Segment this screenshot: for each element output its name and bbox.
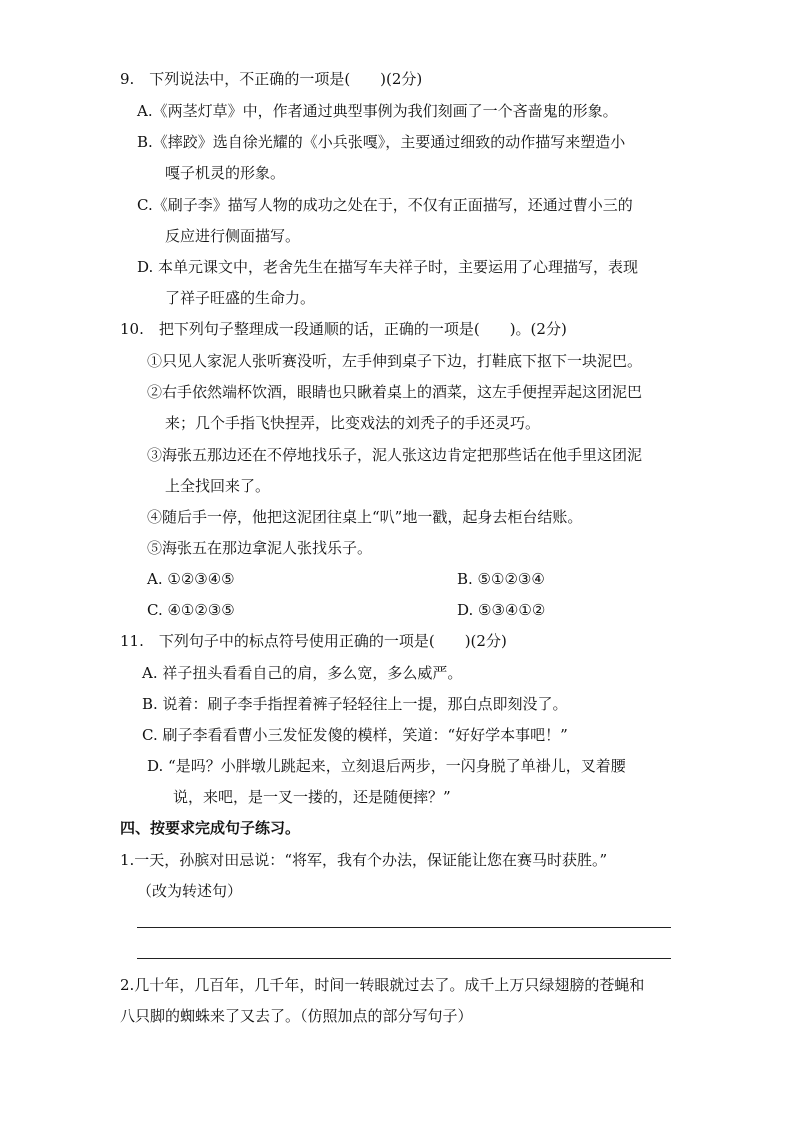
question-10-sentence-5: ⑤海张五在那边拿泥人张找乐子。 — [147, 539, 373, 557]
question-10-option-a: A. ①②③④⑤ — [147, 570, 235, 588]
section-4-title: 四、按要求完成句子练习。 — [120, 819, 301, 837]
section-4-question-1: 1.一天，孙膑对田忌说：“将军，我有个办法，保证能让您在赛马时获胜。” — [120, 851, 608, 869]
question-10-option-b: B. ⑤①②③④ — [457, 570, 545, 588]
question-10-sentence-1: ①只见人家泥人张听赛没听，左手伸到桌子下边，打鞋底下抠下一块泥巴。 — [147, 352, 643, 370]
question-10-sentence-2-cont: 来；几个手指飞快捏弄，比变戏法的刘秃子的手还灵巧。 — [165, 414, 541, 432]
question-10-stem: 10. 把下列句子整理成一段通顺的话，正确的一项是( )。(2分) — [120, 320, 567, 338]
question-9-option-c: C.《刷子李》描写人物的成功之处在于，不仅有正面描写，还通过曹小三的 — [137, 196, 633, 214]
answer-line-2[interactable] — [137, 958, 671, 959]
question-10-sentence-4: ④随后手一停，他把这泥团往桌上“叭”地一戳，起身去柜台结账。 — [147, 508, 583, 526]
question-11-option-a: A. 祥子扭头看看自己的肩，多么宽，多么威严。 — [142, 664, 463, 682]
answer-line-1[interactable] — [137, 927, 671, 928]
section-4-question-2-cont: 八只脚的蜘蛛来了又去了。（仿照加点的部分写句子） — [120, 1007, 473, 1025]
question-9-option-b: B.《摔跤》选自徐光耀的《小兵张嘎》，主要通过细致的动作描写来塑造小 — [137, 133, 626, 151]
question-9-option-d: D. 本单元课文中，老舍先生在描写车夫祥子时，主要运用了心理描写，表现 — [137, 258, 639, 276]
question-10-sentence-3-cont: 上全找回来了。 — [165, 477, 271, 495]
question-11-option-c: C. 刷子李看看曹小三发怔发傻的模样，笑道：“好好学本事吧！” — [142, 726, 568, 744]
question-11-option-d-cont: 说，来吧，是一叉一搂的，还是随便摔？” — [173, 788, 451, 806]
question-10-option-c: C. ④①②③⑤ — [147, 601, 235, 619]
question-11-stem: 11. 下列句子中的标点符号使用正确的一项是( )(2分) — [120, 632, 507, 650]
section-4-question-1-instruction: （改为转述句） — [137, 882, 243, 900]
question-9-option-a: A.《两茎灯草》中，作者通过典型事例为我们刻画了一个吝啬鬼的形象。 — [137, 102, 618, 120]
question-9-stem: 9. 下列说法中，不正确的一项是( )(2分) — [120, 70, 423, 88]
question-11-option-d: D. “是吗？小胖墩儿跳起来，立刻退后两步，一闪身脱了单褂儿，叉着腰 — [147, 757, 626, 775]
question-10-sentence-2: ②右手依然端杯饮酒，眼睛也只瞅着桌上的酒菜，这左手便捏弄起这团泥巴 — [147, 383, 643, 401]
question-10-sentence-3: ③海张五那边还在不停地找乐子，泥人张这边肯定把那些话在他手里这团泥 — [147, 446, 643, 464]
question-9-option-c-cont: 反应进行侧面描写。 — [165, 227, 301, 245]
question-9-option-d-cont: 了祥子旺盛的生命力。 — [165, 289, 316, 307]
question-9-option-b-cont: 嘎子机灵的形象。 — [165, 164, 286, 182]
question-10-option-d: D. ⑤③④①② — [457, 601, 546, 619]
section-4-question-2: 2.几十年，几百年，几千年，时间一转眼就过去了。成千上万只绿翅膀的苍蝇和 — [120, 976, 645, 994]
question-11-option-b: B. 说着：刷子李手指捏着裤子轻轻往上一提，那白点即刻没了。 — [142, 695, 568, 713]
